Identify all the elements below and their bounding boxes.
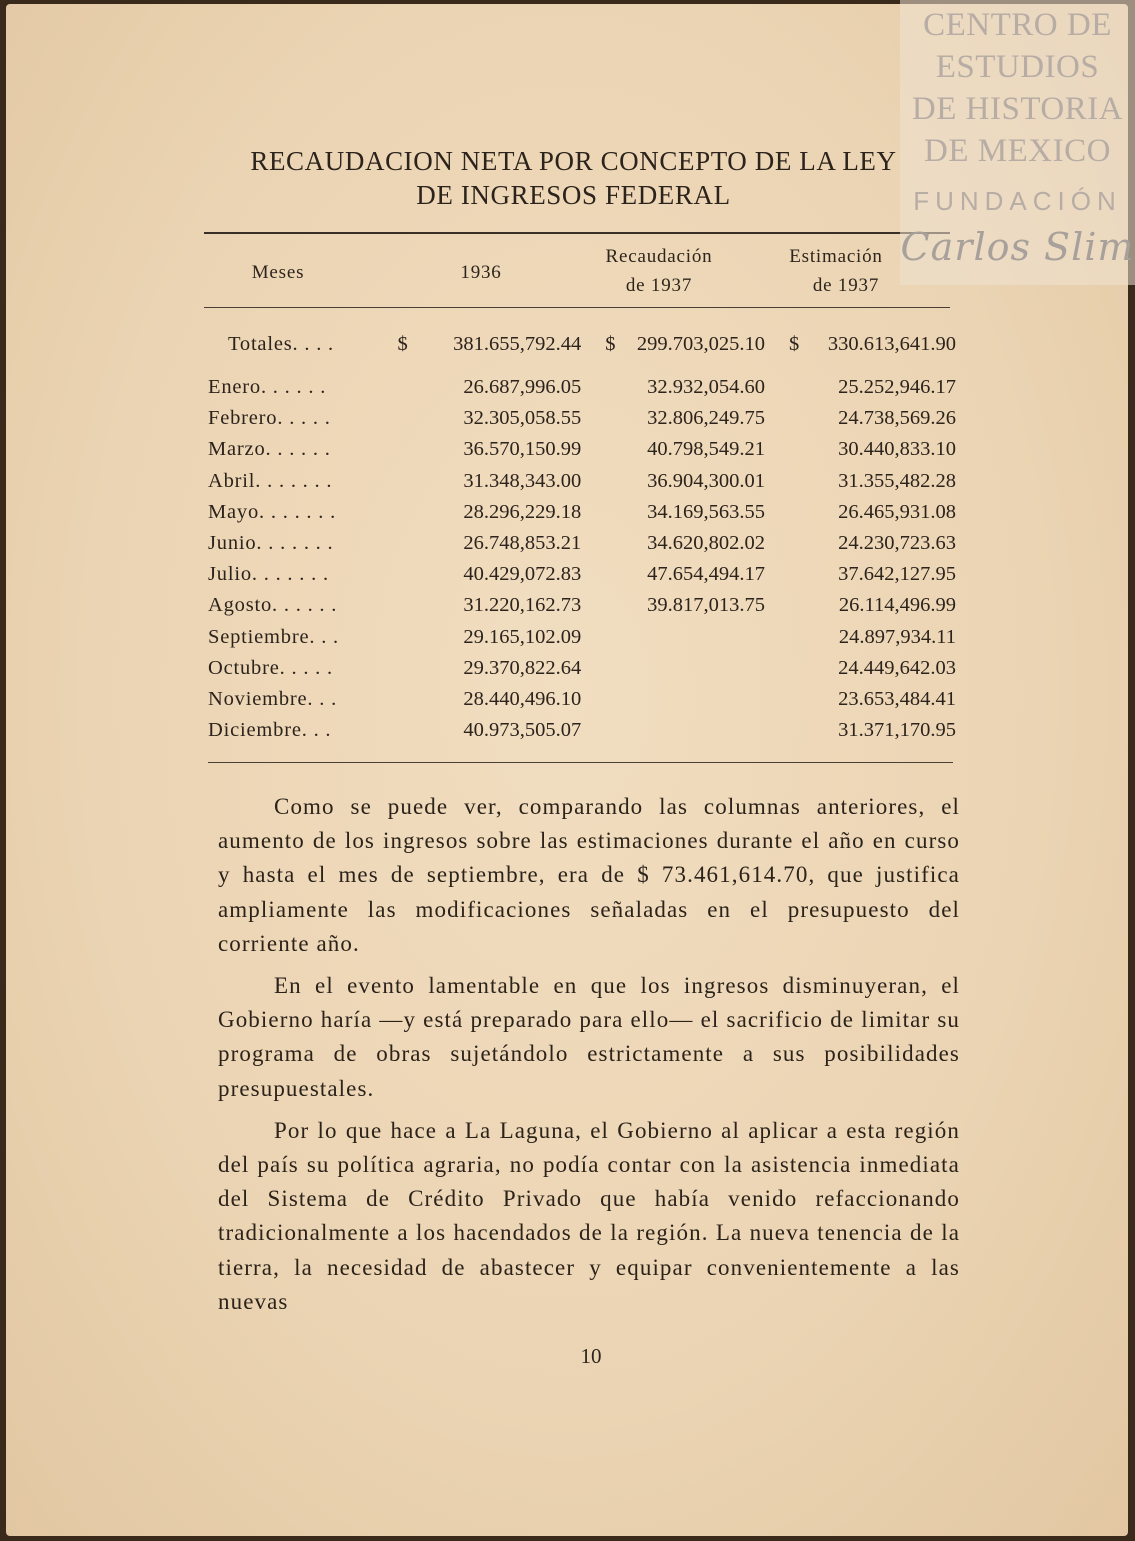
value-1936: 36.570,150.99 — [463, 438, 582, 461]
table-row — [204, 684, 956, 715]
revenue-table — [204, 322, 956, 746]
table-row — [204, 528, 956, 559]
value-recaudacion-1937: 32.932,054.60 — [647, 376, 765, 399]
value-1936: 40.429,072.83 — [463, 563, 582, 586]
table-row — [204, 653, 956, 684]
watermark-foundation: FUNDACIÓN — [913, 186, 1122, 216]
table-row — [204, 622, 956, 653]
month-cell: Julio. . . . . . . — [208, 563, 329, 586]
value-1936: 29.370,822.64 — [463, 656, 582, 679]
value-recaudacion-1937 — [581, 622, 765, 653]
value-recaudacion-1937: 34.620,802.02 — [647, 532, 765, 555]
table-row — [204, 434, 956, 465]
header-est-line1: Estimación — [789, 246, 883, 267]
value-estimacion-1937: 23.653,484.41 — [838, 687, 956, 710]
totals-rec1937-value: 299.703,025.10 — [636, 332, 765, 355]
page-number: 10 — [580, 1344, 602, 1368]
table-title — [201, 144, 946, 212]
totals-est1937 — [765, 322, 956, 366]
table-top-rule — [204, 232, 950, 234]
value-estimacion-1937: 31.355,482.28 — [838, 469, 956, 492]
month-cell: Septiembre. . . — [208, 625, 339, 648]
watermark-line-1: CENTRO DE — [923, 7, 1112, 43]
value-estimacion-1937: 25.252,946.17 — [838, 376, 956, 399]
value-1936: 28.440,496.10 — [463, 687, 582, 710]
value-recaudacion-1937: 40.798,549.21 — [647, 438, 765, 461]
month-cell: Agosto. . . . . . — [208, 594, 338, 617]
month-cell: Noviembre. . . — [208, 687, 338, 710]
totals-rec1937 — [581, 322, 765, 366]
paragraph-1: Como se puede ver, comparando las columnas anteriores, el aumento de los ingresos sobre las estimaciones durante el año en curso y hasta el mes de septiembre, era de $ 73.461,614.70, que justifica ampliamente las modificaciones señaladas en el presupuesto del corriente año. — [218, 794, 960, 956]
month-cell: Enero. . . . . . — [208, 376, 327, 399]
value-recaudacion-1937 — [581, 715, 765, 746]
table-row — [204, 590, 956, 621]
month-cell: Febrero. . . . . — [208, 407, 331, 430]
currency-sign: $ — [788, 332, 800, 355]
table-row — [204, 372, 956, 403]
month-cell: Mayo. . . . . . . — [208, 500, 337, 523]
value-recaudacion-1937: 39.817,013.75 — [647, 594, 765, 617]
watermark-signature: Carlos Slim — [900, 225, 1135, 269]
month-cell: Marzo. . . . . . — [208, 438, 331, 461]
month-cell: Octubre. . . . . — [208, 656, 333, 679]
watermark-line-3: DE HISTORIA — [911, 91, 1124, 127]
header-rec-line1: Recaudación — [605, 246, 713, 267]
table-row — [204, 466, 956, 497]
header-months: Meses — [251, 262, 305, 283]
value-estimacion-1937: 24.230,723.63 — [838, 532, 956, 555]
table-bottom-rule — [208, 762, 953, 763]
watermark-line-4: DE MEXICO — [924, 133, 1111, 169]
paragraph-3: Por lo que hace a La Laguna, el Gobierno al aplicar a esta región del país su política agraria, no podía contar con la asistencia inmediata del Sistema de Crédito Privado que había venido refaccionando tradicionalmente a los hacendados de la región. La nueva tenencia de la tierra, la necesidad de abastecer y equipar convenientemente a las nuevas — [218, 1117, 960, 1314]
currency-sign: $ — [397, 332, 408, 355]
value-1936: 31.220,162.73 — [463, 594, 582, 617]
revenue-table-body — [204, 322, 956, 746]
value-estimacion-1937: 37.642,127.95 — [838, 563, 956, 586]
totals-row — [204, 322, 956, 366]
header-1936: 1936 — [460, 262, 502, 283]
title-line-1: RECAUDACION NETA POR CONCEPTO DE LA LEY — [250, 146, 897, 176]
value-estimacion-1937: 24.449,642.03 — [838, 656, 956, 679]
totals-1936-value: 381.655,792.44 — [453, 332, 582, 355]
value-recaudacion-1937: 32.806,249.75 — [647, 407, 765, 430]
value-estimacion-1937: 30.440,833.10 — [838, 438, 956, 461]
currency-sign: $ — [605, 332, 616, 355]
table-row — [204, 559, 956, 590]
header-recaudacion — [584, 242, 734, 300]
value-1936: 29.165,102.09 — [463, 625, 582, 648]
value-recaudacion-1937 — [581, 684, 765, 715]
month-cell: Abril. . . . . . . — [208, 469, 333, 492]
watermark-stamp — [900, 0, 1135, 285]
value-1936: 26.687,996.05 — [463, 376, 582, 399]
header-rule — [204, 307, 950, 308]
value-1936: 40.973,505.07 — [463, 719, 582, 742]
value-estimacion-1937: 26.114,496.99 — [838, 594, 956, 617]
value-1936: 26.748,853.21 — [463, 532, 582, 555]
paragraph-2: En el evento lamentable en que los ingresos disminuyeran, el Gobierno haría —y está preparado para ello— el sacrificio de limitar su programa de obras sujetándolo estrictamente a sus posibilidades presupuestales. — [218, 973, 960, 1101]
table-row — [204, 497, 956, 528]
watermark-line-2: ESTUDIOS — [935, 49, 1100, 85]
value-estimacion-1937: 31.371,170.95 — [838, 719, 956, 742]
table-row — [204, 715, 956, 746]
header-est-line2: de 1937 — [812, 275, 880, 296]
month-cell: Junio. . . . . . . — [208, 532, 334, 555]
title-line-2: DE INGRESOS FEDERAL — [416, 180, 731, 210]
value-estimacion-1937: 26.465,931.08 — [838, 500, 956, 523]
header-rec-line2: de 1937 — [625, 275, 693, 296]
body-text — [218, 790, 960, 1327]
value-1936: 31.348,343.00 — [463, 469, 582, 492]
totals-label: Totales. . . . — [228, 332, 334, 355]
value-recaudacion-1937: 36.904,300.01 — [647, 469, 765, 492]
header-estimacion — [766, 242, 906, 300]
value-estimacion-1937: 24.738,569.26 — [838, 407, 956, 430]
table-row — [204, 403, 956, 434]
value-recaudacion-1937: 34.169,563.55 — [647, 500, 765, 523]
value-recaudacion-1937: 47.654,494.17 — [647, 563, 765, 586]
value-estimacion-1937: 24.897,934.11 — [838, 625, 956, 648]
value-recaudacion-1937 — [581, 653, 765, 684]
month-cell: Diciembre. . . — [208, 719, 332, 742]
totals-est1937-value: 330.613,641.90 — [827, 332, 956, 355]
totals-1936 — [397, 322, 581, 366]
value-1936: 32.305,058.55 — [463, 407, 582, 430]
value-1936: 28.296,229.18 — [463, 500, 582, 523]
